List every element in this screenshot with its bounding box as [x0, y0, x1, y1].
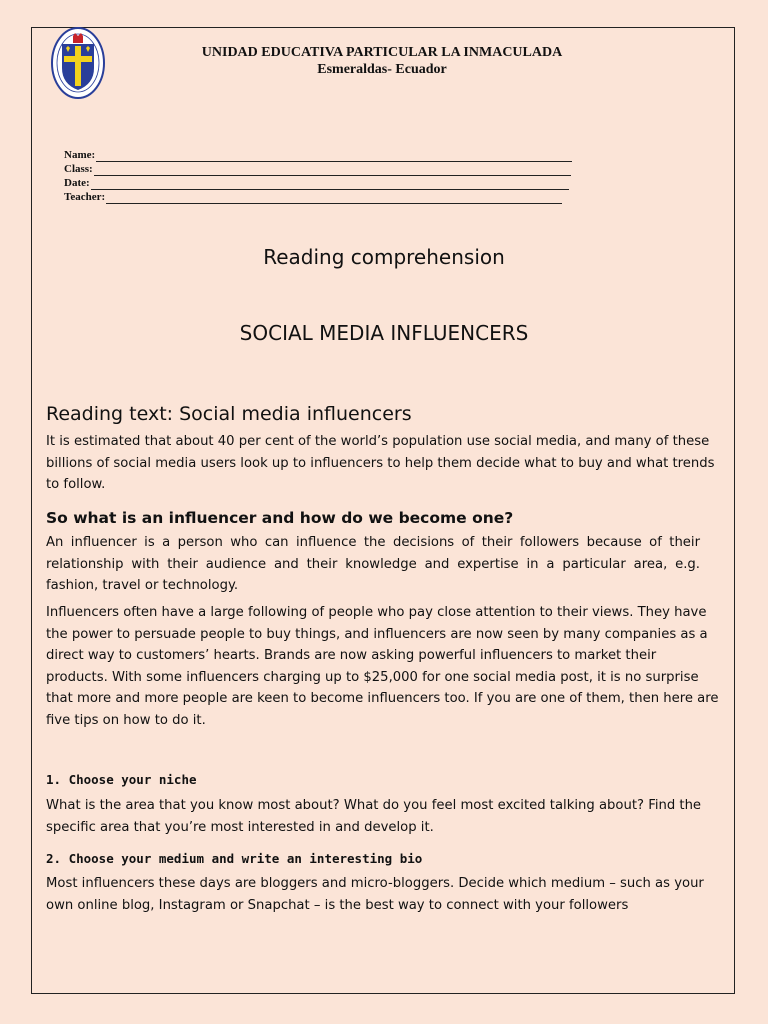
worksheet-title: Reading comprehension: [263, 245, 505, 269]
reading-heading: Reading text: Social media influencers: [46, 403, 412, 425]
student-info-form: [64, 148, 572, 204]
definition-paragraph: An influencer is a person who can influence the decisions of their followers because of their relationship with their audience and their knowledge and expertise in a particular area, e.g. fashion, travel or technology.: [46, 535, 700, 593]
tip-1-text: What is the area that you know most about? What do you feel most excited talking about? Find the specific area that you’re most interested in and develop it.: [46, 798, 702, 835]
date-row: [64, 176, 572, 190]
following-paragraph: Influencers often have a large following of people who pay close attention to their views. They have the power to persuade people to buy things, and influencers are now seen by many companies as a direct way to customers’ hearts. Brands are now asking powerful influencers to market their products. With some influencers charging up to $25,000 for one social media post, it is no surprise that more and more people are keen to become influencers too. If you are one of them, then here are five tips on how to do it.: [46, 605, 719, 728]
teacher-row: [64, 190, 572, 204]
tip-1-heading: 1. Choose your niche: [46, 772, 197, 787]
name-row: [64, 148, 572, 162]
influencer-subheading: So what is an influencer and how do we become one?: [46, 509, 514, 527]
name-label: Name:: [64, 149, 96, 161]
tip-2-heading: 2. Choose your medium and write an interesting bio: [46, 851, 423, 866]
class-row: [64, 162, 572, 176]
school-location: Esmeraldas- Ecuador: [317, 62, 447, 77]
school-header: [110, 44, 654, 78]
name-field[interactable]: [96, 151, 572, 162]
intro-paragraph: It is estimated that about 40 per cent of the world’s population use social media, and many of these billions of social media users look up to influencers to help them decide what to buy and what trends to follow.: [46, 434, 715, 492]
date-field[interactable]: [91, 179, 569, 190]
school-crest-icon: [50, 26, 106, 100]
date-label: Date:: [64, 177, 90, 189]
class-label: Class:: [64, 163, 93, 175]
class-field[interactable]: [94, 165, 571, 176]
teacher-field[interactable]: [106, 193, 562, 204]
topic-title: SOCIAL MEDIA INFLUENCERS: [239, 321, 529, 345]
school-name: UNIDAD EDUCATIVA PARTICULAR LA INMACULADA: [201, 45, 563, 60]
teacher-label: Teacher:: [64, 191, 106, 203]
tip-2-text: Most influencers these days are bloggers and micro-bloggers. Decide which medium – such as your own online blog, Instagram or Snapchat – is the best way to connect with your followers: [46, 876, 704, 913]
